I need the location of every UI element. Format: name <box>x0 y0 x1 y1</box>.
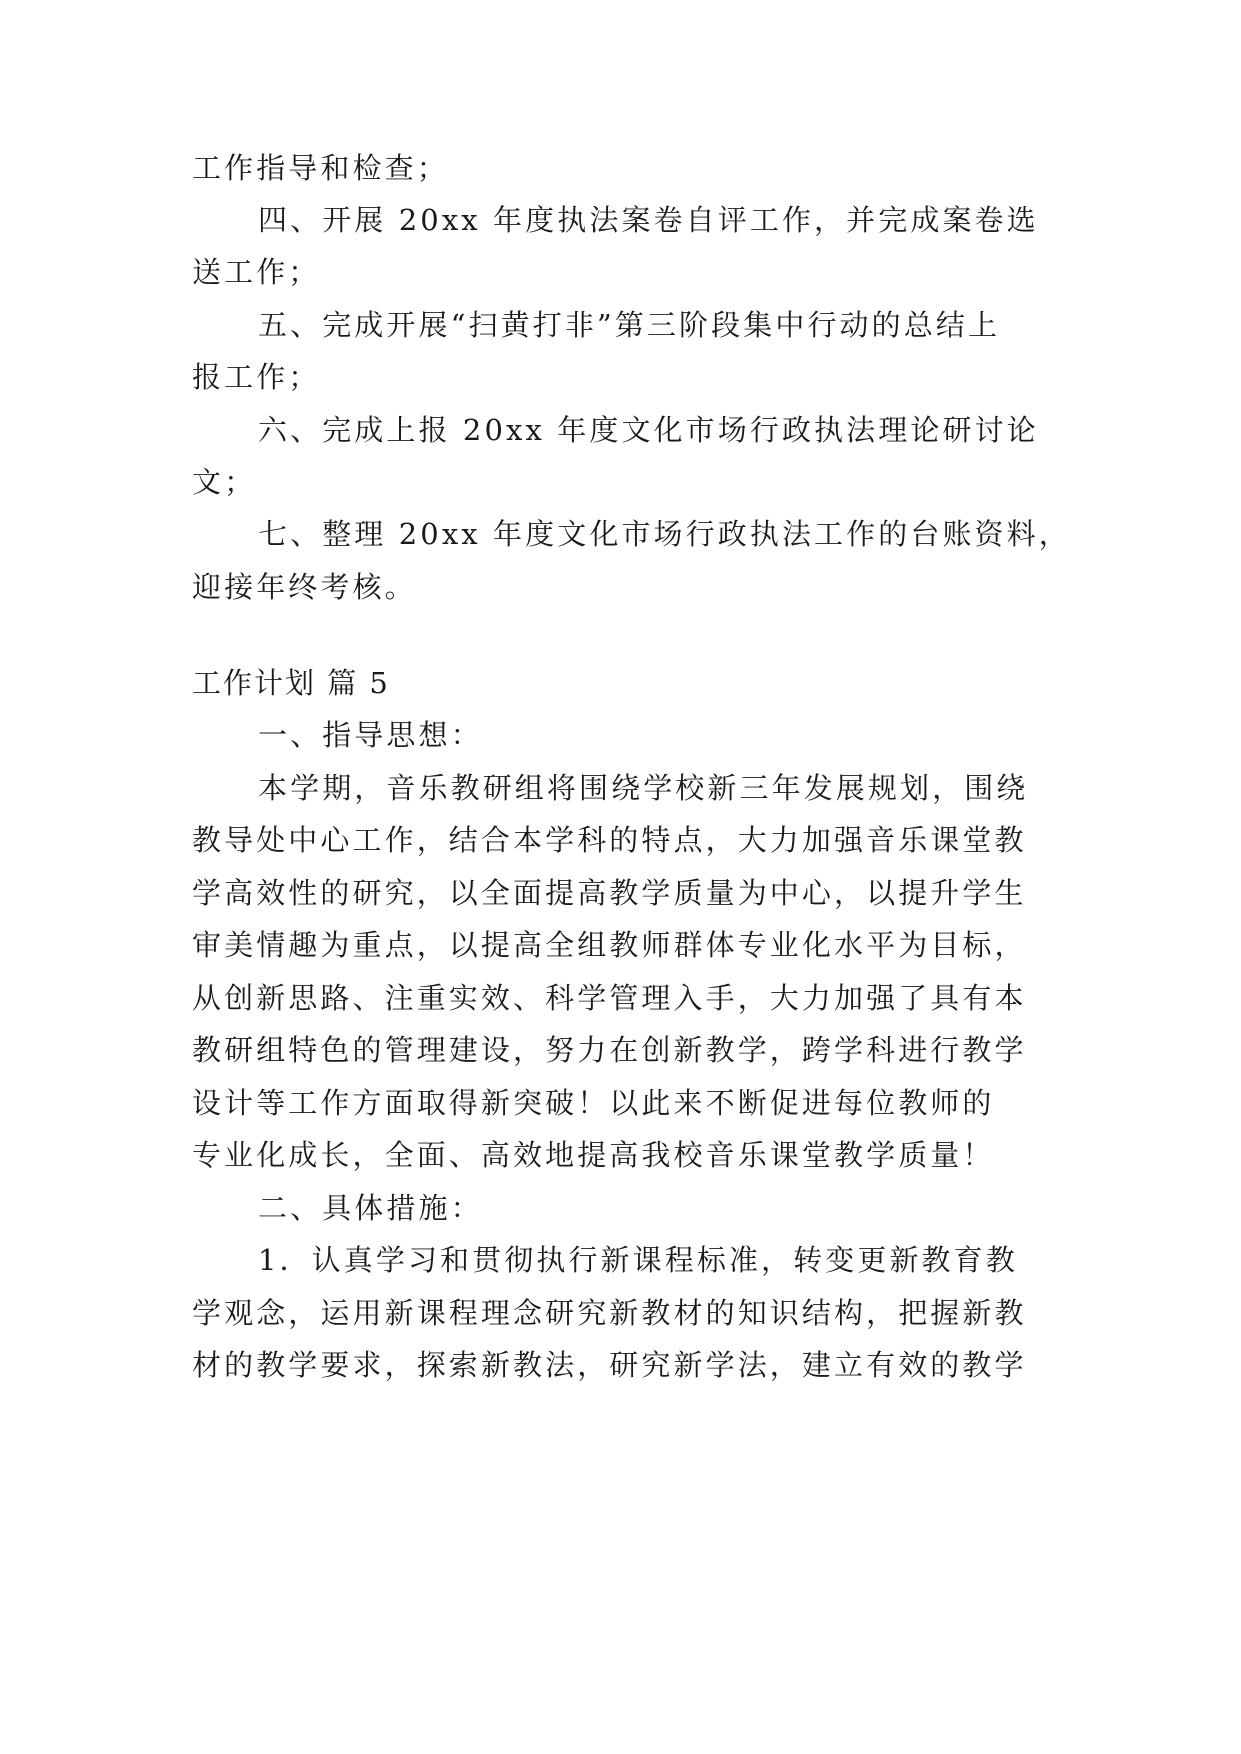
text-line: 本学期，音乐教研组将围绕学校新三年发展规划，围绕 <box>258 771 1029 805</box>
text-line: 从创新思路、注重实效、科学管理入手，大力加强了具有本 <box>192 981 1027 1015</box>
text-line: 六、完成上报 20xx 年度文化市场行政执法理论研讨论 <box>258 413 1039 447</box>
text-line: 送工作； <box>192 255 321 289</box>
text-line: 四、开展 20xx 年度执法案卷自评工作，并完成案卷选 <box>258 203 1039 237</box>
text-line: 学观念，运用新课程理念研究新教材的知识结构，把握新教 <box>192 1296 1027 1330</box>
text-line: 学高效性的研究，以全面提高教学质量为中心，以提升学生 <box>192 876 1027 910</box>
text-line: 1．认真学习和贯彻执行新课程标准，转变更新教育教 <box>258 1243 1018 1277</box>
text-line: 报工作； <box>192 360 321 394</box>
text-line: 教研组特色的管理建设，努力在创新教学，跨学科进行教学 <box>192 1033 1027 1067</box>
text-line: 文； <box>192 465 257 499</box>
section-heading: 工作计划 篇 5 <box>192 666 390 700</box>
text-line: 工作指导和检查； <box>192 151 449 185</box>
subsection-heading: 一、指导思想： <box>258 718 483 752</box>
text-line: 五、完成开展“扫黄打非”第三阶段集中行动的总结上 <box>258 308 1001 342</box>
text-line: 专业化成长，全面、高效地提高我校音乐课堂教学质量！ <box>192 1138 995 1172</box>
text-line: 设计等工作方面取得新突破！以此来不断促进每位教师的 <box>192 1086 995 1120</box>
text-line: 审美情趣为重点，以提高全组教师群体专业化水平为目标， <box>192 928 1027 962</box>
text-line: 材的教学要求，探索新教法，研究新学法，建立有效的教学 <box>192 1348 1027 1382</box>
subsection-heading: 二、具体措施： <box>258 1191 483 1225</box>
text-line: 七、整理 20xx 年度文化市场行政执法工作的台账资料， <box>258 517 1071 551</box>
text-line: 迎接年终考核。 <box>192 570 417 604</box>
text-line: 教导处中心工作，结合本学科的特点，大力加强音乐课堂教 <box>192 823 1027 857</box>
